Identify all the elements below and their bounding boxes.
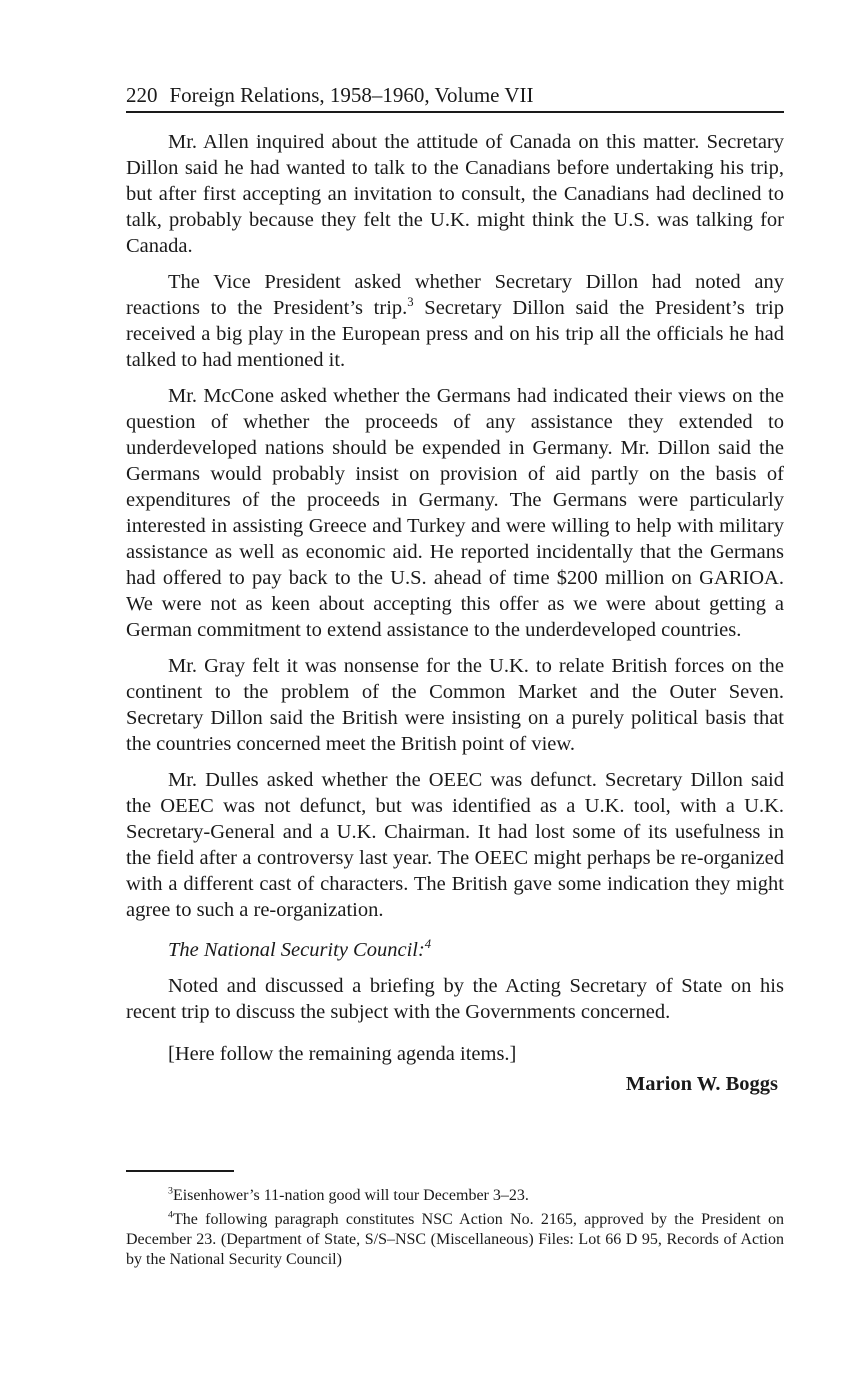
document-page (126, 80, 784, 1097)
paragraph-gray-british-forces: Mr. Gray felt it was nonsense for the U.K. to relate British forces on the continent to the problem of the Common Market and the Outer Seven. Secretary Dillon said the British were insisting on a purely political basis that the countries concerned meet the British point of view. (126, 655, 784, 755)
paragraph-text: Secretary Dillon said the President’s trip received a big play in the European press and on his trip all the officials he had talked to had mentioned it. (126, 297, 784, 371)
footnote-reference-4: 4 (424, 937, 432, 952)
running-head (126, 80, 784, 113)
council-action-paragraph: Noted and discussed a briefing by the Acting Secretary of State on his recent trip to discuss the subject with the Governments concerned. (126, 975, 784, 1023)
signature: Marion W. Boggs (625, 1073, 778, 1095)
paragraph-dulles-oeec: Mr. Dulles asked whether the OEEC was defunct. Secretary Dillon said the OEEC was not defunct, but was identified as a U.K. tool, with a U.K. Secretary-General and a U.K. Chairman. It had lost some of its usefulness in the field after a controversy last year. The OEEC might perhaps be re-organized with a different cast of characters. The British gave some indication they might agree to such a re-organization. (126, 769, 784, 921)
paragraph-mccone-germans: Mr. McCone asked whether the Germans had indicated their views on the question of whether the proceeds of any assistance they extended to underdeveloped nations should be expended in Germany. Mr. Dillon said the Germans would probably insist on provision of aid partly on the basis of expenditures of the proceeds in Germany. The Germans were particularly interested in assisting Greece and Turkey and were willing to help with military assistance as well as economic aid. He reported incidentally that the Germans had offered to pay back to the U.S. ahead of time $200 million on GARIOA. We were not as keen about accepting this offer as we were about getting a German commitment to extend assistance to the underdeveloped countries. (126, 385, 784, 641)
council-heading-text: The National Security Council: (168, 939, 425, 961)
footnote-text: The following paragraph constitutes NSC Action No. 2165, approved by the President on December 23. (Department of State, S/S–NSC (Miscellaneous) Files: Lot 66 D 95, Records of Action by the National Security Council) (126, 1211, 784, 1268)
paragraph-text: The Vice President asked whether Secretary Dillon had noted any reactions to the President’s trip. (126, 271, 784, 319)
omission-note: [Here follow the remaining agenda items.] (168, 1043, 517, 1065)
footnote-reference-3: 3 (407, 295, 414, 310)
body-text (126, 129, 784, 1097)
council-heading (126, 937, 784, 963)
footnote-number: 4 (168, 1209, 173, 1221)
paragraph-vice-president-trip (126, 269, 784, 373)
footnote-number: 3 (168, 1185, 173, 1197)
footnote-4 (126, 1210, 784, 1270)
page-number: 220 (126, 83, 158, 107)
footnote-3 (126, 1186, 784, 1206)
volume-title: Foreign Relations, 1958–1960, Volume VII (169, 83, 534, 107)
footnote-text: Eisenhower’s 11-nation good will tour December 3–23. (172, 1187, 529, 1204)
footnote-divider (126, 1170, 234, 1172)
paragraph-allen-canada: Mr. Allen inquired about the attitude of Canada on this matter. Secretary Dillon said he had wanted to talk to the Canadians before undertaking his trip, but after first accepting an invitation to consult, the Canadians had declined to talk, probably because they felt the U.K. might think the U.S. was talking for Canada. (126, 131, 784, 257)
footnotes (126, 1186, 784, 1274)
